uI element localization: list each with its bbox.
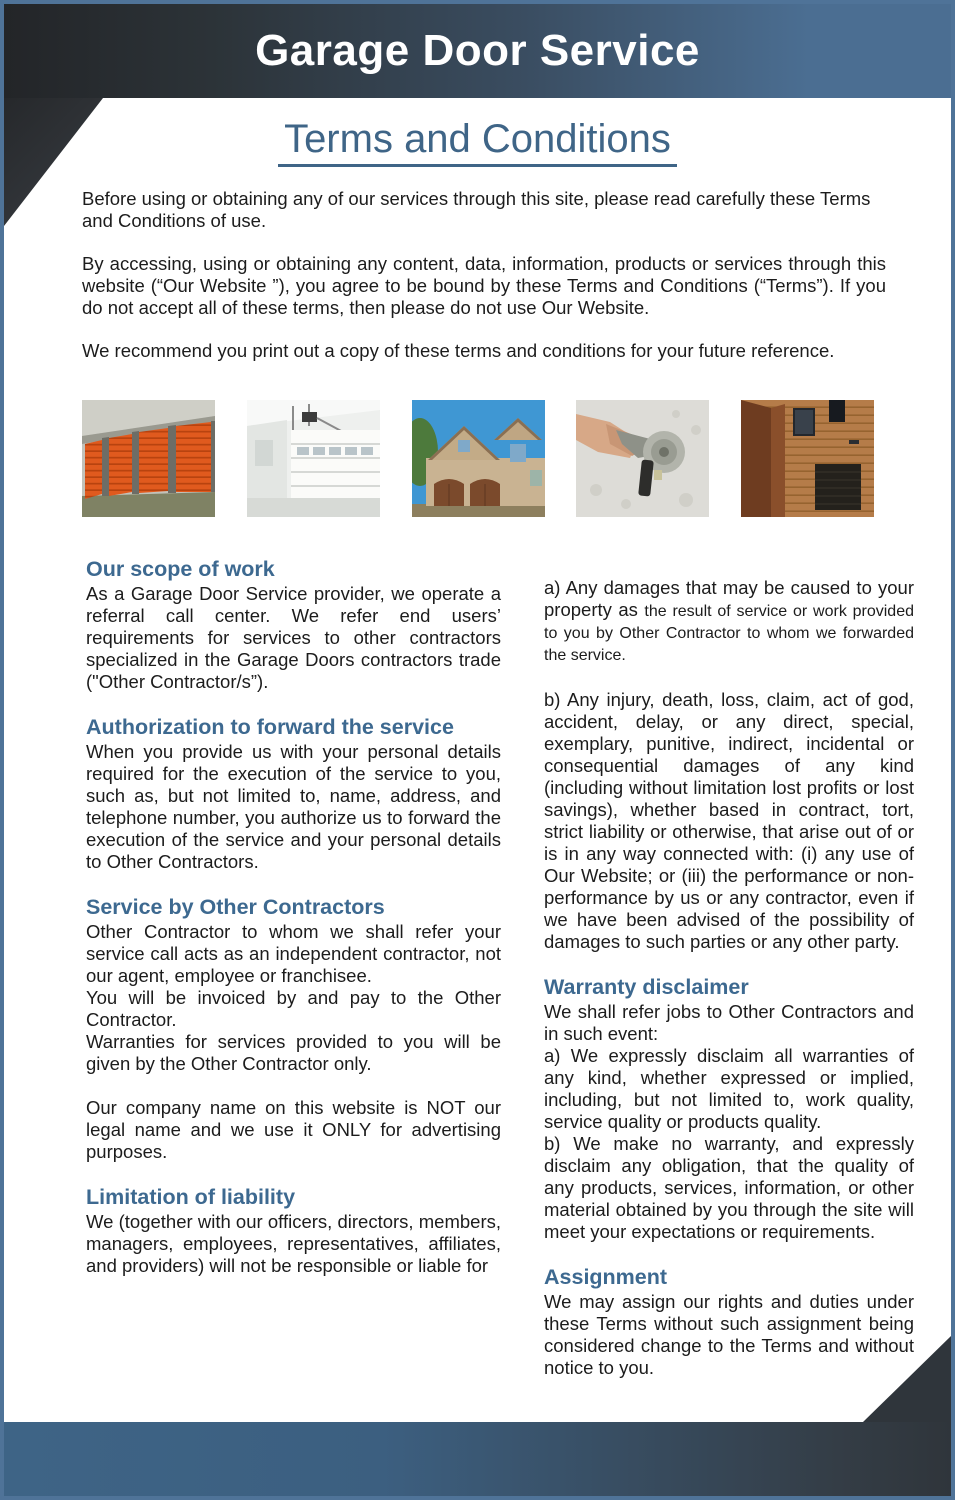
section-paragraph: b) We make no warranty, and expressly disclaim any obligation, that the quality of any products, services, information, or other material obtained by you through the site will meet your expectations or requirements. xyxy=(544,1133,914,1242)
section-paragraph: Other Contractor to whom we shall refer your service call acts as an independent contractor, not our agent, employee or franchisee. xyxy=(86,921,501,986)
liability-item-b: b) Any injury, death, loss, claim, act of god, accident, delay, or any direct, special, exemplary, punitive, indirect, incidental or consequential damages of any kind (including without limitation lost profits or lost savings), whether based in contract, tort, strict liability or otherwise, that arise out of or is in any way connected with: (i) any use of Our Website; or (iii) the performance or non-performance by us or any contractor, even if we have been advised of the possibility of damages to such parties or any other party. xyxy=(544,689,914,952)
section-paragraph: We shall refer jobs to Other Contractors and in such event: xyxy=(544,1001,914,1044)
wooden-building-image xyxy=(741,400,874,517)
photo-garage-interior xyxy=(247,400,380,517)
section-service-by-other-contractors xyxy=(86,895,501,1163)
section-paragraph: Our company name on this website is NOT our legal name and we use it ONLY for advertising purposes. xyxy=(86,1097,501,1162)
section-paragraph: When you provide us with your personal details required for the execution of the service to you, such as, but not limited to, name, address, and telephone number, you authorize us to forward the execution of the service and your personal details to Other Contractors. xyxy=(86,741,501,872)
section-paragraph: As a Garage Door Service provider, we operate a referral call center. We refer end users’ requirements for services to other contractors specialized in the Garage Doors contractors trade ("Other Contractor/s”). xyxy=(86,583,501,692)
section-paragraph: a) We expressly disclaim all warranties of any kind, whether expressed or implied, including, but not limited to, work quality, service quality or products quality. xyxy=(544,1045,914,1132)
intro-paragraph-2: By accessing, using or obtaining any content, data, information, products or services through this website (“Our Website ”), you agree to be bound by these Terms and Conditions (“Terms”). If you do not accept all of these terms, then please do not use Our Website. xyxy=(82,253,886,318)
liability-item-a xyxy=(544,577,914,665)
house-image xyxy=(412,400,545,517)
intro-section xyxy=(4,162,951,362)
section-warranty-disclaimer xyxy=(544,975,914,1243)
orange-storage-doors-image xyxy=(82,400,215,517)
liability-item-a-rest: the result of service or work provided to you by Other Contractor to whom we forwarded the service. xyxy=(544,603,914,664)
section-heading: Limitation of liability xyxy=(86,1185,296,1209)
photo-wooden-building-door xyxy=(741,400,874,517)
banner-title: Garage Door Service xyxy=(255,26,700,75)
photo-wall-repair-tool xyxy=(576,400,709,517)
photo-orange-storage-doors xyxy=(82,400,215,517)
section-heading: Assignment xyxy=(544,1265,668,1289)
section-paragraph: We may assign our rights and duties under these Terms without such assignment being considered change to the Terms and without notice to you. xyxy=(544,1291,914,1378)
wall-repair-image xyxy=(576,400,709,517)
photo-strip xyxy=(4,362,951,517)
section-authorization xyxy=(86,715,501,873)
two-column-body xyxy=(4,517,951,1379)
section-heading: Our scope of work xyxy=(86,557,275,581)
section-heading: Warranty disclaimer xyxy=(544,975,749,999)
page-title: Terms and Conditions xyxy=(4,116,951,162)
intro-paragraph-1: Before using or obtaining any of our services through this site, please read carefully these Terms and Conditions of use. xyxy=(82,188,871,231)
garage-interior-image xyxy=(247,400,380,517)
page-banner xyxy=(4,4,951,98)
footer-band xyxy=(4,1422,951,1496)
left-column xyxy=(86,557,501,1379)
liability-item-a-lead: a) Any damages that may be caused to your property as xyxy=(544,577,914,620)
section-assignment xyxy=(544,1265,914,1379)
section-paragraph: You will be invoiced by and pay to the Other Contractor. xyxy=(86,987,501,1030)
section-paragraph: We (together with our officers, directors, members, managers, employees, representatives, affiliates, and providers) will not be responsible or liable for xyxy=(86,1211,501,1276)
section-paragraph: Warranties for services provided to you will be given by the Other Contractor only. xyxy=(86,1031,501,1074)
section-heading: Service by Other Contractors xyxy=(86,895,385,919)
photo-house-garage-doors xyxy=(412,400,545,517)
section-limitation-of-liability xyxy=(86,1185,501,1277)
section-heading: Authorization to forward the service xyxy=(86,715,454,739)
intro-paragraph-3: We recommend you print out a copy of these terms and conditions for your future reference. xyxy=(82,340,835,361)
right-column xyxy=(544,557,914,1379)
section-scope-of-work xyxy=(86,557,501,693)
